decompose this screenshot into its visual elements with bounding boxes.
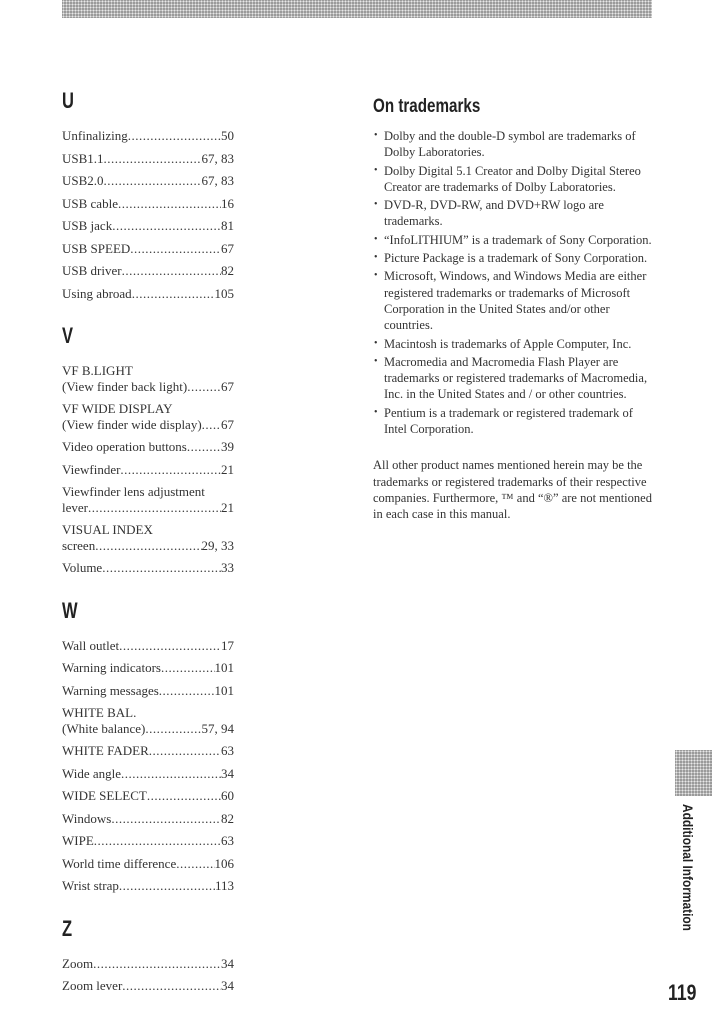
index-entry-pages: 60: [221, 788, 234, 803]
leader-dots: [112, 218, 221, 234]
leader-dots: [161, 660, 215, 676]
index-entry-pages: 33: [221, 560, 234, 575]
index-entry: [62, 856, 234, 872]
trademark-bullet: • Dolby and the double-D symbol are trademarks of Dolby Laboratories.: [373, 128, 655, 161]
index-entry-name: Unfinalizing: [62, 128, 128, 143]
index-entry: [62, 241, 234, 257]
leader-dots: [104, 151, 202, 167]
trademarks-section: [373, 96, 655, 523]
index-column: [62, 88, 234, 1016]
index-entry: [62, 439, 234, 455]
index-entry-name: WHITE FADER: [62, 743, 149, 758]
trademarks-note: All other product names mentioned herein may be the trademarks or registered trademarks of their respective companies. Furthermore, ™ and “®” are not mentioned in each case in this manual.: [373, 458, 652, 522]
index-entry-name: World time difference: [62, 855, 177, 871]
index-entry: [62, 560, 234, 576]
index-entry-name: Video operation buttons: [62, 439, 187, 454]
index-section: [62, 916, 234, 994]
index-entry-pages: 105: [214, 285, 234, 301]
trademark-bullet: • Microsoft, Windows, and Windows Media are either registered trademarks or trademarks of Microsoft Corporation in the United States and/or other countries.: [373, 268, 655, 333]
index-entry-name: Using abroad: [62, 285, 132, 301]
index-entry-name: Wall outlet: [62, 637, 120, 653]
leader-dots: [88, 500, 221, 516]
index-section: [62, 88, 234, 301]
index-entry: [62, 766, 234, 782]
index-entry-name: Volume: [62, 560, 103, 575]
index-entry-pages: 106: [214, 855, 234, 871]
index-entry: [62, 462, 234, 478]
leader-dots: [187, 379, 221, 395]
index-entry-term: Viewfinder lens adjustment: [62, 484, 205, 499]
index-letter-heading: U: [62, 88, 74, 113]
index-entry-pages: 21: [221, 461, 234, 477]
section-tab-label: Additional Information: [680, 804, 696, 931]
leader-dots: [118, 196, 221, 212]
index-entry: [62, 833, 234, 849]
index-entry-name: USB driver: [62, 263, 122, 278]
leader-dots: [120, 462, 221, 478]
trademark-bullet: • “InfoLITHIUM” is a trademark of Sony Corporation.: [373, 232, 655, 248]
index-entry-pages: 16: [221, 195, 234, 211]
leader-dots: [111, 811, 221, 827]
leader-dots: [187, 439, 221, 455]
index-entry-term: VF B.LIGHT: [62, 363, 133, 378]
index-section: [62, 598, 234, 894]
index-entry-pages: 101: [214, 660, 234, 675]
header-pattern-bar: [62, 0, 652, 18]
index-entry-term: VISUAL INDEX: [62, 522, 153, 537]
index-entry: [62, 811, 234, 827]
leader-dots: [132, 286, 215, 302]
index-entry-pages: 34: [221, 955, 234, 971]
index-entry: [62, 263, 234, 279]
index-entry-pages: 63: [221, 743, 234, 758]
trademark-bullet: • Macintosh is trademarks of Apple Computer, Inc.: [373, 336, 655, 352]
leader-dots: [121, 766, 221, 782]
index-section: [62, 323, 234, 576]
index-entry-name: USB1.1: [62, 150, 104, 166]
index-entry-name: Windows: [62, 810, 112, 826]
index-entry-name: USB SPEED: [62, 240, 131, 256]
index-entry-pages: 29, 33: [201, 537, 234, 553]
index-entry-name: WIDE SELECT: [62, 788, 147, 803]
trademark-bullet: • Dolby Digital 5.1 Creator and Dolby Digital Stereo Creator are trademarks of Dolby Laboratories.: [373, 163, 655, 196]
index-entry: [62, 484, 234, 515]
leader-dots: [122, 978, 221, 994]
trademark-bullet: • DVD-R, DVD-RW, and DVD+RW logo are trademarks.: [373, 197, 655, 230]
index-entry-name: Wrist strap: [62, 878, 119, 893]
index-entry-name: Zoom: [62, 955, 94, 971]
index-entry: [62, 196, 234, 212]
index-entry-pages: 57, 94: [201, 720, 234, 736]
index-entry: [62, 956, 234, 972]
index-entry-pages: 67, 83: [201, 173, 234, 188]
index-entry: [62, 978, 234, 994]
leader-dots: [94, 833, 221, 849]
index-entry: [62, 151, 234, 167]
index-entry-name: Warning messages: [62, 682, 159, 698]
leader-dots: [145, 721, 201, 737]
index-entry-name: USB jack: [62, 218, 113, 233]
trademark-bullet: • Picture Package is a trademark of Sony Corporation.: [373, 250, 655, 266]
index-entry-name: Zoom lever: [62, 978, 123, 993]
index-entry: [62, 128, 234, 144]
leader-dots: [147, 788, 221, 804]
leader-dots: [95, 538, 201, 554]
index-letter-heading: W: [62, 597, 78, 623]
trademark-bullet: • Macromedia and Macromedia Flash Player are trademarks or registered trademarks of Macromedia, Inc. in the United States and / or other countries.: [373, 354, 655, 403]
index-entry-name: lever: [62, 499, 88, 515]
index-entry-pages: 17: [221, 637, 234, 653]
index-entry-pages: 81: [221, 218, 234, 233]
index-entry: [62, 788, 234, 804]
index-entry-name: Wide angle: [62, 765, 122, 781]
index-entry-pages: 39: [221, 439, 234, 454]
leader-dots: [130, 241, 221, 257]
leader-dots: [176, 856, 214, 872]
index-entry: [62, 638, 234, 654]
index-entry-pages: 67: [221, 240, 234, 256]
index-letter-heading: Z: [62, 915, 73, 941]
index-entry: [62, 683, 234, 699]
index-entry-name: Viewfinder: [62, 461, 121, 477]
leader-dots: [102, 560, 221, 576]
index-entry-pages: 63: [221, 833, 234, 848]
index-entry: [62, 401, 234, 432]
page-number: 119: [668, 980, 697, 1005]
leader-dots: [119, 878, 215, 894]
trademarks-list: [373, 128, 655, 437]
index-entry: [62, 743, 234, 759]
index-entry-pages: 82: [221, 263, 234, 278]
index-entry-pages: 34: [221, 978, 234, 993]
index-entry-pages: 113: [214, 878, 234, 893]
index-entry-name: WIPE: [62, 833, 94, 848]
leader-dots: [122, 263, 221, 279]
trademark-bullet: • Pentium is a trademark or registered trademark of Intel Corporation.: [373, 405, 655, 438]
index-entry-name: (White balance): [62, 720, 146, 736]
index-entry-pages: 67: [221, 378, 234, 394]
trademarks-heading: On trademarks: [373, 96, 481, 117]
index-entry-name: (View finder wide display): [62, 416, 202, 432]
index-entry-term: WHITE BAL.: [62, 705, 137, 720]
index-entry: [62, 286, 234, 302]
index-entry-pages: 67, 83: [201, 150, 234, 166]
index-entry: [62, 363, 234, 394]
index-entry: [62, 878, 234, 894]
leader-dots: [93, 956, 221, 972]
index-entry-pages: 67: [221, 416, 234, 432]
index-entry: [62, 705, 234, 736]
leader-dots: [159, 683, 215, 699]
index-entry-pages: 101: [214, 682, 234, 698]
leader-dots: [149, 743, 221, 759]
leader-dots: [104, 173, 202, 189]
index-entry-name: USB2.0: [62, 173, 104, 188]
index-entry: [62, 660, 234, 676]
index-entry: [62, 522, 234, 553]
index-entry-name: Warning indicators: [62, 660, 161, 675]
index-letter-heading: V: [62, 323, 74, 348]
index-entry: [62, 218, 234, 234]
section-tab-pattern: [675, 750, 712, 796]
index-entry-name: screen: [62, 537, 96, 553]
index-entry: [62, 173, 234, 189]
index-entry-pages: 50: [221, 128, 234, 143]
index-entry-pages: 21: [221, 499, 234, 515]
index-entry-name: (View finder back light): [62, 378, 188, 394]
index-entry-pages: 34: [221, 765, 234, 781]
leader-dots: [202, 417, 221, 433]
leader-dots: [128, 128, 221, 144]
index-entry-pages: 82: [221, 810, 234, 826]
leader-dots: [119, 638, 221, 654]
index-entry-term: VF WIDE DISPLAY: [62, 401, 173, 416]
index-entry-name: USB cable: [62, 195, 118, 211]
